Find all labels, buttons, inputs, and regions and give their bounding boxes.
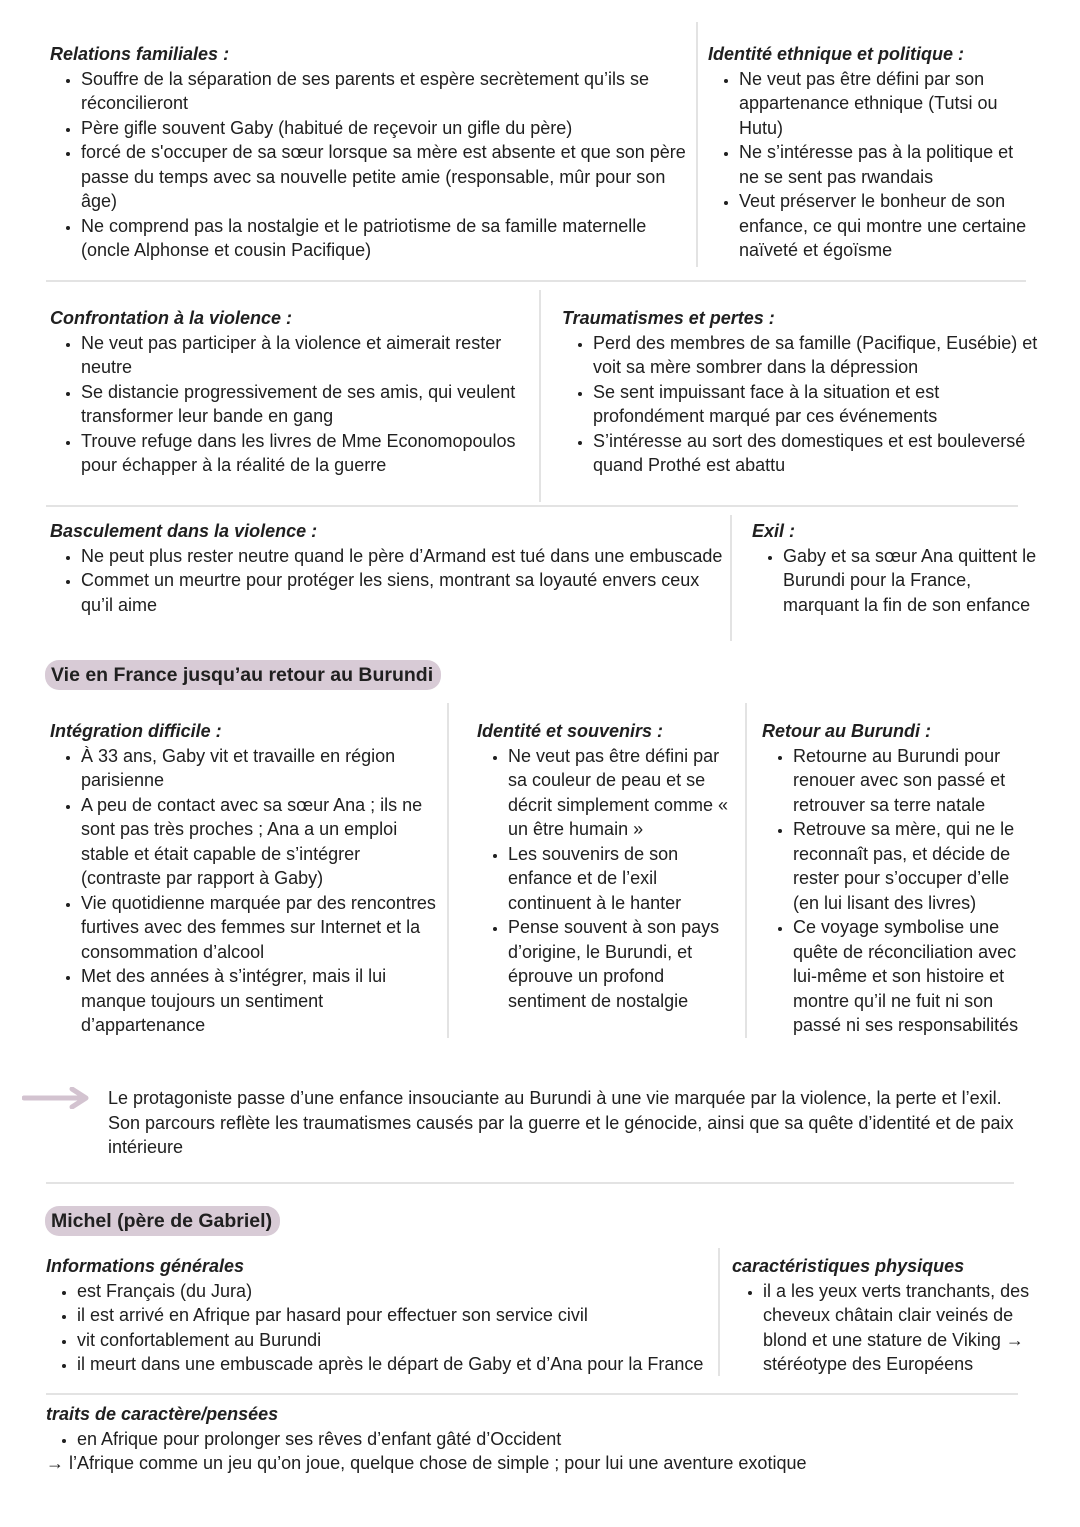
physique-list	[732, 1279, 1042, 1377]
list-item: • Les souvenirs de son enfance et de l’exil continuent à le hanter	[508, 842, 732, 916]
confrontation-title: Confrontation à la violence :	[50, 308, 293, 328]
basculement-list	[50, 544, 730, 618]
integration-section	[50, 719, 445, 1038]
retour-list	[762, 744, 1037, 1038]
exil-title: Exil :	[752, 521, 796, 541]
traumatismes-title: Traumatismes et pertes :	[562, 308, 775, 328]
identite-title: Identité ethnique et politique :	[708, 44, 964, 64]
arrow-right-icon	[22, 1087, 90, 1109]
basculement-section	[50, 519, 730, 617]
conclusion-block	[108, 1086, 1038, 1160]
traumatismes-section	[562, 306, 1052, 478]
list-item: • Ne s’intéresse pas à la politique et ne se sent pas rwandais	[739, 140, 1038, 189]
souvenirs-section	[477, 719, 732, 1013]
retour-section	[762, 719, 1037, 1038]
list-item: • Père gifle souvent Gaby (habitué de reçevoir un gifle du père)	[81, 116, 700, 141]
divider	[745, 703, 747, 1038]
divider	[46, 1393, 1018, 1395]
list-item: • Se sent impuissant face à la situation et est profondément marqué par ces événements	[593, 380, 1052, 429]
list-item: • Vie quotidienne marquée par des rencontres furtives avec des femmes sur Internet et la consommation d’alcool	[81, 891, 445, 965]
list-item: • Ce voyage symbolise une quête de réconciliation avec lui-même et son histoire et montre qu’il ne fuit ni son passé ni ses responsabilités	[793, 915, 1037, 1038]
general-section	[46, 1254, 716, 1377]
traumatismes-list	[562, 331, 1052, 478]
list-item: • Ne peut plus rester neutre quand le père d’Armand est tué dans une embuscade	[81, 544, 730, 569]
list-item: • Retourne au Burundi pour renouer avec son passé et retrouver sa terre natale	[793, 744, 1037, 818]
integration-list	[50, 744, 445, 1038]
traits-section	[46, 1402, 1036, 1476]
divider	[718, 1248, 720, 1376]
list-item: • il est arrivé en Afrique par hasard pour effectuer son service civil	[77, 1303, 716, 1328]
list-item: • Ne comprend pas la nostalgie et le patriotisme de sa famille maternelle (oncle Alphonse et cousin Pacifique)	[81, 214, 700, 263]
traits-title: traits de caractère/pensées	[46, 1404, 279, 1424]
list-item: • Se distancie progressivement de ses amis, qui veulent transformer leur bande en gang	[81, 380, 530, 429]
divider	[46, 1182, 1014, 1184]
basculement-title: Basculement dans la violence :	[50, 521, 318, 541]
divider	[46, 280, 1026, 282]
souvenirs-title: Identité et souvenirs :	[477, 721, 664, 741]
traits-conclusion: → l’Afrique comme un jeu qu’on joue, quelque chose de simple ; pour lui une aventure exotique	[46, 1453, 807, 1473]
divider	[696, 22, 698, 267]
identite-list	[708, 67, 1038, 263]
list-item: • Gaby et sa sœur Ana quittent le Burundi pour la France, marquant la fin de son enfance	[783, 544, 1052, 618]
divider	[730, 515, 732, 641]
confrontation-list	[50, 331, 530, 478]
divider	[539, 290, 541, 502]
physique-section	[732, 1254, 1042, 1377]
list-item: • Ne veut pas être défini par sa couleur de peau et se décrit simplement comme « un être humain »	[508, 744, 732, 842]
divider	[447, 703, 449, 1038]
list-item: • Souffre de la séparation de ses parents et espère secrètement qu’ils se réconcilieront	[81, 67, 700, 116]
list-item: • en Afrique pour prolonger ses rêves d’enfant gâté d’Occident	[77, 1427, 1036, 1452]
france-heading: Vie en France jusqu’au retour au Burundi	[45, 660, 441, 690]
list-item: • il a les yeux verts tranchants, des cheveux châtain clair veinés de blond et une stature de Viking → stéréotype des Européens	[763, 1279, 1042, 1377]
relations-list	[50, 67, 700, 263]
traits-list	[46, 1427, 1036, 1452]
divider	[46, 505, 1018, 507]
list-item: • Retrouve sa mère, qui ne le reconnaît pas, et décide de rester pour s’occuper d’elle (en lui lisant des livres)	[793, 817, 1037, 915]
exil-list	[752, 544, 1052, 618]
exil-section	[752, 519, 1052, 617]
list-item: • À 33 ans, Gaby vit et travaille en région parisienne	[81, 744, 445, 793]
list-item: • est Français (du Jura)	[77, 1279, 716, 1304]
confrontation-section	[50, 306, 530, 478]
list-item: • Veut préserver le bonheur de son enfance, ce qui montre une certaine naïveté et égoïsme	[739, 189, 1038, 263]
list-item: • Met des années à s’intégrer, mais il lui manque toujours un sentiment d’appartenance	[81, 964, 445, 1038]
physique-title: caractéristiques physiques	[732, 1256, 965, 1276]
integration-title: Intégration difficile :	[50, 721, 222, 741]
relations-title: Relations familiales :	[50, 44, 230, 64]
list-item: • vit confortablement au Burundi	[77, 1328, 716, 1353]
list-item: • Ne veut pas participer à la violence et aimerait rester neutre	[81, 331, 530, 380]
list-item: • forcé de s'occuper de sa sœur lorsque sa mère est absente et que son père passe du temps avec sa nouvelle petite amie (responsable, mûr pour son âge)	[81, 140, 700, 214]
list-item: • Ne veut pas être défini par son appartenance ethnique (Tutsi ou Hutu)	[739, 67, 1038, 141]
list-item: • Trouve refuge dans les livres de Mme Economopoulos pour échapper à la réalité de la guerre	[81, 429, 530, 478]
conclusion-text: Le protagoniste passe d’une enfance insouciante au Burundi à une vie marquée par la violence, la perte et l’exil. Son parcours reflète les traumatismes causés par la guerre et le génocide, ainsi que sa quête d’identité et de paix intérieure	[108, 1088, 1014, 1157]
list-item: • Perd des membres de sa famille (Pacifique, Eusébie) et voit sa mère sombrer dans la dépression	[593, 331, 1052, 380]
general-list	[46, 1279, 716, 1377]
relations-section	[50, 42, 700, 263]
general-title: Informations générales	[46, 1256, 245, 1276]
list-item: • il meurt dans une embuscade après le départ de Gaby et d’Ana pour la France	[77, 1352, 716, 1377]
list-item: • Commet un meurtre pour protéger les siens, montrant sa loyauté envers ceux qu’il aime	[81, 568, 730, 617]
michel-heading: Michel (père de Gabriel)	[45, 1206, 280, 1236]
list-item: • Pense souvent à son pays d’origine, le Burundi, et éprouve un profond sentiment de nostalgie	[508, 915, 732, 1013]
souvenirs-list	[477, 744, 732, 1014]
retour-title: Retour au Burundi :	[762, 721, 931, 741]
identite-section	[708, 42, 1038, 263]
list-item: • S’intéresse au sort des domestiques et est bouleversé quand Prothé est abattu	[593, 429, 1052, 478]
list-item: • A peu de contact avec sa sœur Ana ; ils ne sont pas très proches ; Ana a un emploi stable et était capable de s’intégrer (contraste par rapport à Gaby)	[81, 793, 445, 891]
